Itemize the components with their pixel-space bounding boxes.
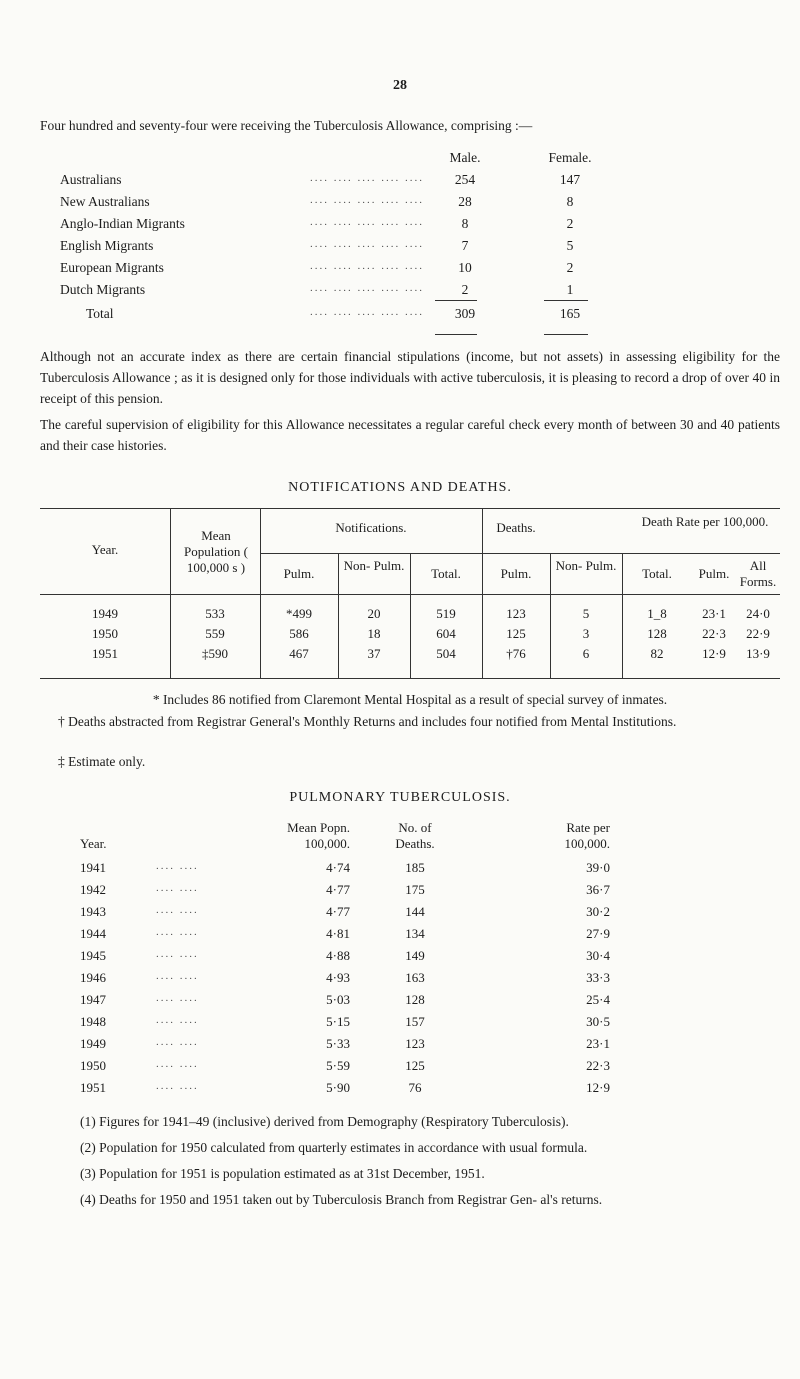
pulmonary-year: 1942 (80, 882, 106, 897)
pulmonary-rate: 39·0 (586, 860, 610, 875)
leader-dots: .... .... (156, 1014, 199, 1026)
pulmonary-deaths: 134 (405, 926, 425, 941)
pulmonary-year: 1951 (80, 1080, 106, 1095)
pulmonary-deaths: 157 (405, 1014, 425, 1029)
leader-dots: .... .... (156, 1036, 199, 1048)
allowance-row (60, 172, 660, 192)
pulmonary-row (80, 970, 720, 992)
header-death-rate: Death Rate per 100,000. (641, 514, 769, 529)
pulmonary-pop: 5·59 (326, 1058, 350, 1073)
notifications-heading: NOTIFICATIONS AND DEATHS. (288, 480, 512, 495)
allowance-total-label: Total (86, 306, 114, 321)
page-number: 28 (393, 78, 407, 93)
leader-dots: .... .... (156, 970, 199, 982)
cell-n-total: 519 (436, 606, 456, 621)
pulmonary-year: 1941 (80, 860, 106, 875)
allowance-male: 254 (454, 172, 476, 187)
pulmonary-deaths: 144 (405, 904, 425, 919)
leader-dots: .... .... .... .... .... (310, 172, 424, 184)
notifications-deaths-table (40, 508, 780, 830)
allowance-label: Australians (60, 172, 122, 187)
pulmonary-year: 1950 (80, 1058, 106, 1073)
pulmonary-pop: 5·03 (326, 992, 350, 1007)
pulmonary-rate: 25·4 (586, 992, 610, 1007)
leader-dots: .... .... .... .... .... (310, 238, 424, 250)
cell-r-all: 24·0 (746, 606, 770, 621)
header-n-pulm: Pulm. (283, 566, 315, 581)
allowance-label: New Australians (60, 194, 150, 209)
header-n-nonpulm: Non- Pulm. (343, 558, 405, 573)
note-item: (4) Deaths for 1950 and 1951 taken out by Tuberculosis Branch from Registrar Gen- al's returns. (80, 1192, 603, 1207)
paragraph-financial: Although not an accurate index as there are certain financial stipulations (income, but not assets) in assessing eligibility for the Tuberculosis Allowance ; as it is designed only for those individuals with active tuberculosis, it is pleasing to record a drop of over 40 in receipt of this pension. (40, 349, 780, 406)
header-d-pulm: Pulm. (500, 566, 532, 581)
allowance-female: 1 (566, 282, 574, 297)
pulmonary-pop: 5·33 (326, 1036, 350, 1051)
header-pop-2: 100,000. (304, 836, 350, 851)
pulmonary-row (80, 1080, 720, 1102)
pulmonary-row (80, 1014, 720, 1036)
header-r-allforms: All Forms. (739, 558, 777, 589)
total-underline-female (544, 334, 588, 335)
cell-d-non: 5 (582, 606, 590, 621)
header-deaths-1: No. of (398, 820, 432, 835)
allowance-total-row (60, 306, 660, 326)
pulmonary-year: 1943 (80, 904, 106, 919)
allowance-female: 8 (566, 194, 574, 209)
pulmonary-year: 1944 (80, 926, 106, 941)
pulmonary-rate: 12·9 (586, 1080, 610, 1095)
cell-d-pulm: 123 (506, 606, 526, 621)
note-item: (2) Population for 1950 calculated from quarterly estimates in accordance with usual formula. (80, 1140, 588, 1155)
pulmonary-rate: 30·5 (586, 1014, 610, 1029)
header-pop-1: Mean Popn. (287, 820, 350, 835)
allowance-label: European Migrants (60, 260, 164, 275)
paragraph-supervision: The careful supervision of eligibility for this Allowance necessitates a regular careful check every month of between 30 and 40 patients and their case histories. (40, 417, 780, 453)
pulmonary-row (80, 948, 720, 970)
allowance-female: 2 (566, 216, 574, 231)
cell-mean: 559 (205, 626, 225, 641)
allowance-male: 2 (461, 282, 469, 297)
pulmonary-pop: 4·77 (326, 882, 350, 897)
pulmonary-year: 1945 (80, 948, 106, 963)
allowance-label: English Migrants (60, 238, 154, 253)
cell-d-non: 3 (582, 626, 590, 641)
pulmonary-row (80, 1058, 720, 1080)
pulmonary-deaths: 76 (408, 1080, 422, 1095)
pulmonary-pop: 5·15 (326, 1014, 350, 1029)
allowance-female: 2 (566, 260, 574, 275)
header-d-total: Total. (642, 566, 672, 581)
cell-n-pulm: 586 (289, 626, 309, 641)
pulmonary-deaths: 163 (405, 970, 425, 985)
pulmonary-rate: 30·2 (586, 904, 610, 919)
allowance-total-male: 309 (454, 306, 476, 321)
header-rate-1: Rate per (566, 820, 610, 835)
pulmonary-pop: 4·77 (326, 904, 350, 919)
allowance-label: Anglo-Indian Migrants (60, 216, 185, 231)
total-rule-female (544, 300, 588, 301)
header-deaths: Deaths. (496, 520, 536, 535)
allowance-row (60, 282, 660, 302)
pulmonary-row (80, 904, 720, 926)
header-r-pulm: Pulm. (698, 566, 730, 581)
allowance-male: 8 (461, 216, 469, 231)
pulmonary-rate: 22·3 (586, 1058, 610, 1073)
leader-dots: .... .... (156, 904, 199, 916)
leader-dots: .... .... (156, 1080, 199, 1092)
allowance-row (60, 260, 660, 280)
pulmonary-pop: 4·93 (326, 970, 350, 985)
pulmonary-deaths: 125 (405, 1058, 425, 1073)
header-d-nonpulm: Non- Pulm. (555, 558, 617, 573)
pulmonary-year: 1947 (80, 992, 106, 1007)
pulmonary-pop: 4·74 (326, 860, 350, 875)
cell-d-pulm: 125 (506, 626, 526, 641)
pulmonary-header-2 (80, 836, 720, 858)
cell-d-total: 128 (647, 626, 667, 641)
header-mean-population: Mean Population ( 100,000 s ) (184, 528, 248, 575)
cell-n-total: 504 (436, 646, 456, 661)
pulmonary-deaths: 123 (405, 1036, 425, 1051)
cell-mean: ‡590 (202, 646, 228, 661)
allowance-female: 5 (566, 238, 574, 253)
allowance-header (60, 150, 660, 170)
pulmonary-rate: 36·7 (586, 882, 610, 897)
pulmonary-pop: 4·88 (326, 948, 350, 963)
cell-d-non: 6 (582, 646, 590, 661)
pulmonary-deaths: 149 (405, 948, 425, 963)
leader-dots: .... .... (156, 882, 199, 894)
header-n-total: Total. (431, 566, 461, 581)
pulmonary-row (80, 926, 720, 948)
allowance-col-female: Female. (548, 150, 592, 165)
pulmonary-year: 1949 (80, 1036, 106, 1051)
header-deaths-2: Deaths. (395, 836, 435, 851)
pulmonary-rate: 27·9 (586, 926, 610, 941)
allowance-row (60, 238, 660, 258)
header-notifications: Notifications. (335, 520, 407, 535)
leader-dots: .... .... .... .... .... (310, 260, 424, 272)
cell-r-all: 13·9 (746, 646, 770, 661)
allowance-male: 28 (458, 194, 472, 209)
note-item: (1) Figures for 1941–49 (inclusive) derived from Demography (Respiratory Tuberculosis). (80, 1114, 569, 1129)
cell-year: 1949 (92, 606, 118, 621)
allowance-female: 147 (559, 172, 581, 187)
leader-dots: .... .... (156, 992, 199, 1004)
cell-n-pulm: 467 (289, 646, 309, 661)
cell-year: 1950 (92, 626, 118, 641)
cell-d-pulm: †76 (506, 646, 526, 661)
pulmonary-year: 1948 (80, 1014, 106, 1029)
pulmonary-rate: 33·3 (586, 970, 610, 985)
footnote-star: * Includes 86 notified from Claremont Mental Hospital as a result of special survey of inmates. (152, 692, 668, 707)
pulmonary-deaths: 185 (405, 860, 425, 875)
allowance-male: 10 (458, 260, 472, 275)
leader-dots: .... .... (156, 860, 199, 872)
intro-text: Four hundred and seventy-four were receiving the Tuberculosis Allowance, comprising :— (40, 118, 533, 133)
leader-dots: .... .... .... .... .... (310, 216, 424, 228)
cell-r-pulm: 22·3 (702, 626, 726, 641)
cell-n-pulm: *499 (286, 606, 312, 621)
notes (80, 1112, 780, 1216)
cell-n-non: 20 (367, 606, 381, 621)
cell-mean: 533 (205, 606, 225, 621)
pulmonary-row (80, 882, 720, 904)
footnote-dagger: † Deaths abstracted from Registrar General's Monthly Returns and includes four notified from Mental Institutions. (58, 714, 677, 729)
cell-d-total: 1_8 (647, 606, 667, 621)
allowance-row (60, 216, 660, 236)
allowance-total-female: 165 (559, 306, 581, 321)
cell-n-total: 604 (436, 626, 456, 641)
cell-r-pulm: 23·1 (702, 606, 726, 621)
cell-n-non: 37 (367, 646, 381, 661)
header-rate-2: 100,000. (564, 836, 610, 851)
cell-d-total: 82 (650, 646, 664, 661)
pulmonary-pop: 5·90 (326, 1080, 350, 1095)
pulmonary-pop: 4·81 (326, 926, 350, 941)
total-underline-male (435, 334, 477, 335)
cell-r-all: 22·9 (746, 626, 770, 641)
leader-dots: .... .... (156, 926, 199, 938)
leader-dots: .... .... (156, 948, 199, 960)
pulmonary-rate: 30·4 (586, 948, 610, 963)
pulmonary-heading: PULMONARY TUBERCULOSIS. (289, 790, 511, 805)
leader-dots: .... .... .... .... .... (310, 194, 424, 206)
allowance-male: 7 (461, 238, 469, 253)
header-year: Year. (91, 542, 119, 557)
allowance-row (60, 194, 660, 214)
pulmonary-row (80, 992, 720, 1014)
leader-dots: .... .... .... .... .... (310, 282, 424, 294)
pulmonary-rate: 23·1 (586, 1036, 610, 1051)
allowance-col-male: Male. (449, 150, 481, 165)
footnote-double-dagger: ‡ Estimate only. (58, 754, 146, 769)
cell-n-non: 18 (367, 626, 381, 641)
header-year: Year. (80, 836, 107, 851)
pulmonary-year: 1946 (80, 970, 106, 985)
cell-year: 1951 (92, 646, 118, 661)
pulmonary-row (80, 1036, 720, 1058)
leader-dots: .... .... (156, 1058, 199, 1070)
pulmonary-deaths: 128 (405, 992, 425, 1007)
leader-dots: .... .... .... .... .... (310, 306, 424, 318)
note-item: (3) Population for 1951 is population estimated as at 31st December, 1951. (80, 1166, 485, 1181)
total-rule-male (435, 300, 477, 301)
allowance-label: Dutch Migrants (60, 282, 146, 297)
pulmonary-row (80, 860, 720, 882)
pulmonary-deaths: 175 (405, 882, 425, 897)
cell-r-pulm: 12·9 (702, 646, 726, 661)
